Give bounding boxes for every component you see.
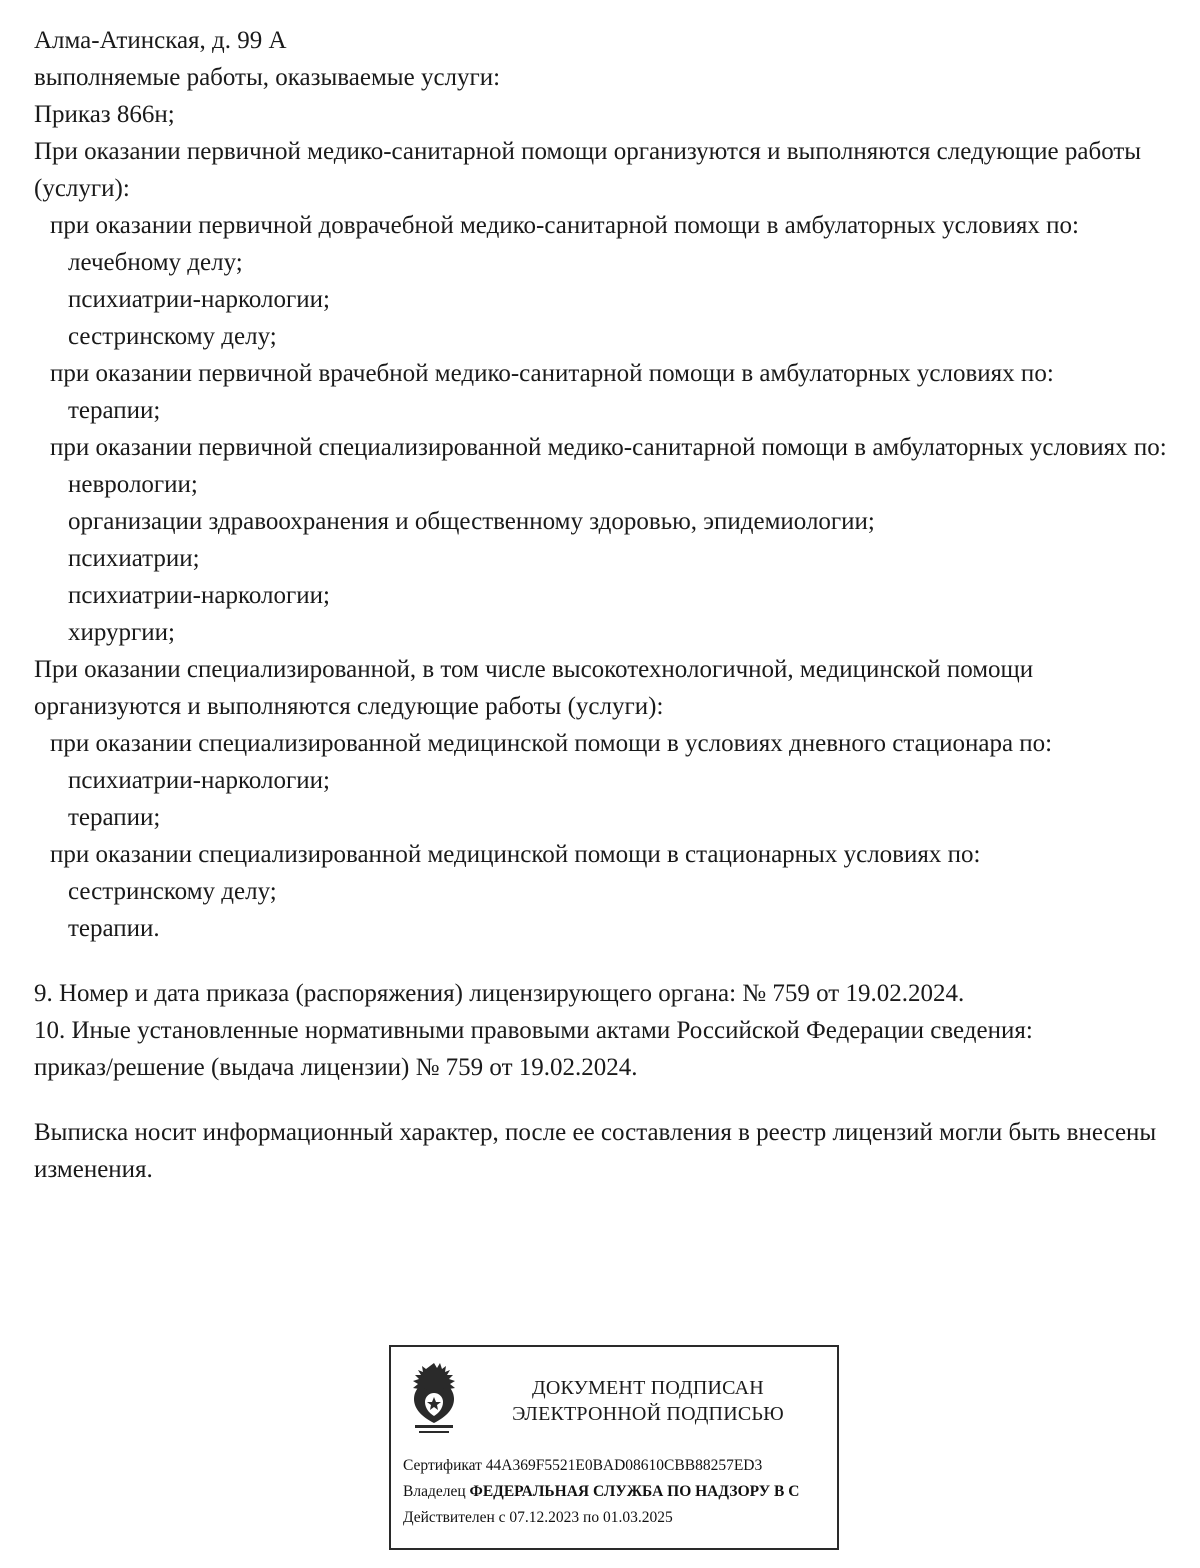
stamp-title-line-2: ЭЛЕКТРОННОЙ ПОДПИСЬЮ [512,1403,784,1425]
stamp-certificate-value: 44A369F5521E0BAD08610CBB88257ED3 [485,1457,763,1474]
stamp-details [391,1451,837,1531]
text-line: при оказании первичной доврачебной медико-санитарной помощи в амбулаторных условиях по: [50,212,1079,239]
text-line: при оказании специализированной медицинской помощи в условиях дневного стационара по: [50,730,1053,757]
text-line: лечебному делу; [68,249,243,276]
text-line: при оказании первичной специализированной медико-санитарной помощи в амбулаторных условиях по: [50,434,1167,461]
stamp-owner-label: Владелец [403,1483,466,1500]
text-line: при оказании первичной врачебной медико-санитарной помощи в амбулаторных условиях по: [50,360,1054,387]
stamp-title [473,1375,829,1427]
text-line: психиатрии-наркологии; [68,767,330,794]
text-line: терапии. [68,915,160,942]
stamp-title-line-1: ДОКУМЕНТ ПОДПИСАН [532,1377,764,1399]
stamp-certificate-row [403,1453,827,1479]
russian-coat-of-arms-icon [401,1359,467,1443]
stamp-owner-row [403,1479,827,1505]
clause-9: 9. Номер и дата приказа (распоряжения) лицензирующего органа: № 759 от 19.02.2024. [34,980,965,1007]
text-line: организации здравоохранения и общественному здоровью, эпидемиологии; [68,508,875,535]
text-line: при оказании специализированной медицинской помощи в стационарных условиях по: [50,841,981,868]
text-line: выполняемые работы, оказываемые услуги: [34,64,501,91]
text-line: хирургии; [68,619,176,646]
text-line: психиатрии; [68,545,200,572]
clause-10 [34,1012,1170,1086]
stamp-header [391,1347,837,1451]
disclaimer: Выписка носит информационный характер, после ее составления в реестр лицензий могли быть внесены изменения. [34,1119,1163,1183]
text-line: При оказании специализированной, в том числе высокотехнологичной, медицинской помощи организуются и выполняются следующие работы (услуги): [34,656,1040,720]
stamp-owner-value: ФЕДЕРАЛЬНАЯ СЛУЖБА ПО НАДЗОРУ В С [469,1483,800,1500]
clause-10-line-2: приказ/решение (выдача лицензии) № 759 от 19.02.2024. [34,1054,638,1081]
text-line: сестринскому делу; [68,323,277,350]
clause-10-line-1: 10. Иные установленные нормативными правовыми актами Российской Федерации сведения: [34,1017,1033,1044]
text-line: сестринскому делу; [68,878,277,905]
text-line: терапии; [68,804,161,831]
text-line: Алма-Атинская, д. 99 А [34,27,287,54]
text-line: психиатрии-наркологии; [68,582,330,609]
text-line: терапии; [68,397,161,424]
electronic-signature-stamp [389,1345,839,1550]
text-line: психиатрии-наркологии; [68,286,330,313]
document-body [34,22,1170,947]
stamp-validity: Действителен с 07.12.2023 по 01.03.2025 [403,1509,673,1526]
stamp-certificate-label: Сертификат [403,1457,482,1474]
text-line: При оказании первичной медико-санитарной помощи организуются и выполняются следующие работы (услуги): [34,138,1148,202]
text-line: Приказ 866н; [34,101,175,128]
text-line: неврологии; [68,471,198,498]
